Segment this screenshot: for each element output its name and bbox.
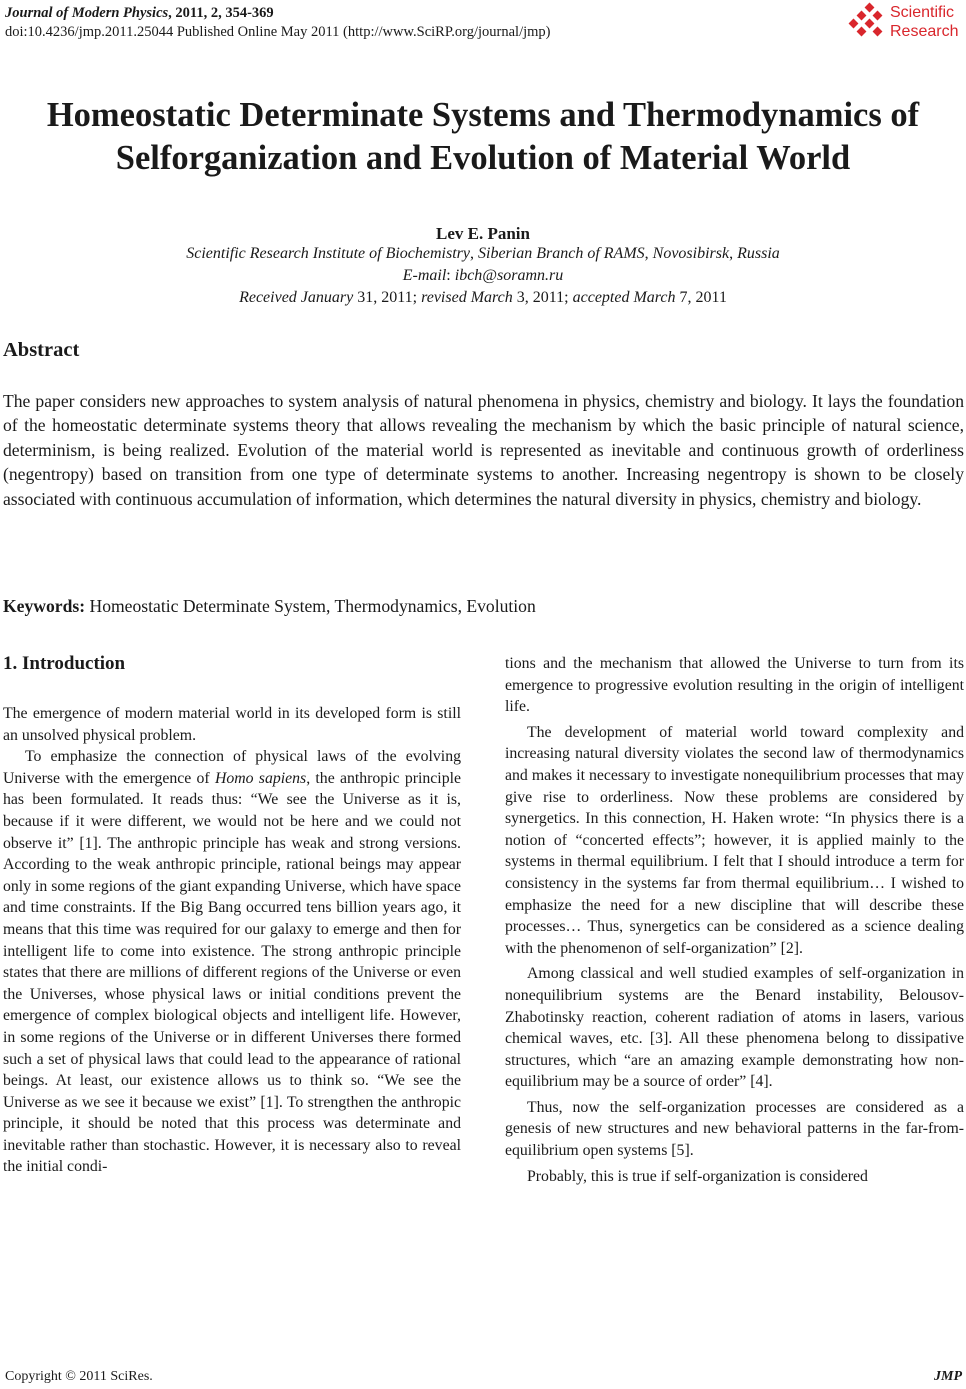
journal-issue: , 2011, 2, 354-369 [168,5,274,21]
footer-copyright: Copyright © 2011 SciRes. [5,1369,153,1384]
paragraph: Probably, this is true if self-organization is considered [527,1167,868,1185]
title-line-2: Selforganization and Evolution of Material World [115,139,851,177]
title-line-1: Homeostatic Determinate Systems and Thermodynamics of [46,96,920,134]
paragraph: tions and the mechanism that allowed the Universe to turn from its emergence to progressive evolution resulting in the origin of intelligent life. [505,655,964,716]
publisher-logo [848,2,966,42]
logo-diamond-icon [848,2,888,42]
email-line: E-mail: ibch@soramn.ru [402,267,564,284]
affiliation-block [0,243,966,309]
doi-line: doi:10.4236/jmp.2011.25044 Published Online May 2011 (http://www.SciRP.org/journal/jmp) [5,24,551,40]
dates-line: Received January 31, 2011; revised March 3, 2011; accepted March 7, 2011 [239,289,727,306]
right-column [505,653,964,1187]
paragraph: Among classical and well studied examples of self-organization in nonequilibrium systems are the Benard instability, Belousov-Zhabotinsky reaction, coherent radiation of atoms in lasers, various chemical waves, etc. [3]. All these phenomena belong to dissipative structures, which “are an amazing example demonstrating how non-equilibrium may be a source of order” [4]. [505,965,964,1091]
journal-line [5,4,551,23]
left-column [3,653,461,1178]
footer-journal-abbrev: JMP [934,1369,962,1384]
keywords-label: Keywords: [3,596,86,616]
author-name: Lev E. Panin [436,224,530,243]
journal-name: Journal of Modern Physics [5,5,169,21]
paragraph: To emphasize the connection of physical laws of the evolving Universe with the emergence of Homo sapiens, the anthropic principle has been formulated. It reads thus: “We see the Universe as it is, because if it were different, we would not be here and we could not observe it” [1]. The anthropic principle has weak and strong versions. According to the weak anthropic principle, rational beings may appear only in some regions of the giant expanding Universe, which have space and time constraints. If the Big Bang occurred tens billion years ago, it means that this time was required for our galaxy to emerge and then for intelligent life to come into existence. The strong anthropic principle states that there are millions of different regions of the Universe or even the Universes, whose physical laws or initial conditions prevent the emergence of complex biological objects and intelligent life. However, in some regions of the Universe or in different Universes there formed such a set of physical laws that could lead to the appearance of rational beings. At least, our existence allows us to think so. “We see the Universe as we see it because we exist” [1]. To strengthen the anthropic principle, it should be noted that this process was determinate and inevitable rather than stochastic. However, it is necessary also to reveal the initial condi- [3,748,461,1176]
running-header [5,4,551,42]
paragraph: The development of material world toward complexity and increasing natural diversity violates the second law of thermodynamics and makes it necessary to investigate nonequilibrium processes that may give rise to orderliness. Now these problems are considered by synergetics. In this connection, H. Haken wrote: “In physics there is a notion of “concerted effects”; however, it is applied mainly to the systems in thermal equilibrium. I felt that I should introduce a term for consistency in the systems far from thermal equilibrium… I wished to emphasize the need for a new discipline that will describe these processes… Thus, synergetics can be considered as a science dealing with the phenomenon of self-organization” [2]. [505,723,964,957]
section-heading-introduction: 1. Introduction [3,653,126,674]
logo-text: Scientific Research [890,4,959,40]
abstract-text: The paper considers new approaches to system analysis of natural phenomena in physics, chemistry and biology. It lays the foundation of the homeostatic determinate systems theory that allows revealing the mechanism by which the basic principle of natural science, determinism, is being realized. Evolution of the material world is represented as inevitable and continuous growth of orderliness (negentropy) based on transition from one type of determinate systems to another. Increasing negentropy is shown to be closely associated with continuous accumulation of information, which determines the natural diversity in physics, chemistry and biology. [3,391,964,509]
paragraph: The emergence of modern material world in its developed form is still an unsolved physical problem. [3,705,461,744]
email-link[interactable]: ibch@soramn.ru [454,267,564,284]
paragraph: Thus, now the self-organization processes are considered as a genesis of new structures and new behavioral patterns in the far-from-equilibrium open systems [5]. [505,1098,964,1160]
paper-title [0,94,966,180]
abstract-heading: Abstract [3,339,80,361]
keywords-line [3,594,536,618]
keywords-text: Homeostatic Determinate System, Thermodynamics, Evolution [85,596,536,616]
affiliation-line: Scientific Research Institute of Biochemistry, Siberian Branch of RAMS, Novosibirsk, Russia [186,245,780,262]
